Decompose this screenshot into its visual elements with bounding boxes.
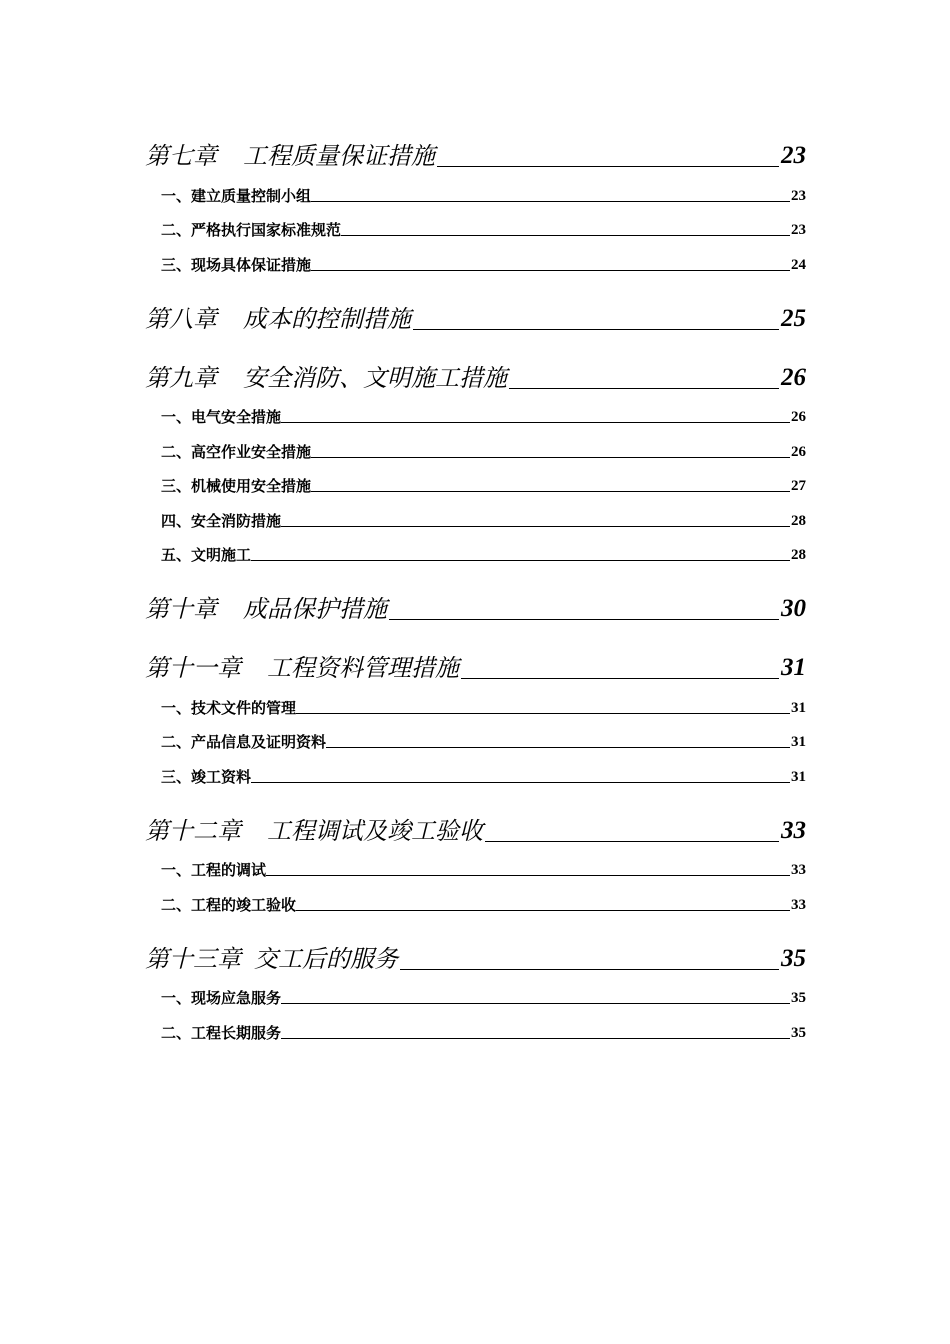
toc-chapter-entry[interactable] xyxy=(145,130,806,170)
chapter-number: 第八章 xyxy=(145,304,217,333)
chapter-title: 工程质量保证措施 xyxy=(243,142,435,170)
page-number: 31 xyxy=(791,734,806,750)
page-number: 31 xyxy=(781,654,806,681)
leader-line xyxy=(251,559,790,561)
page-number: 24 xyxy=(791,256,806,273)
toc-chapter-entry[interactable] xyxy=(145,933,806,973)
page-number: 28 xyxy=(791,547,806,563)
toc-section-entry[interactable] xyxy=(145,495,806,530)
page-number: 27 xyxy=(791,478,806,494)
page-number: 28 xyxy=(791,512,806,529)
chapter-number: 第九章 xyxy=(145,363,217,392)
page-number: 31 xyxy=(791,768,806,785)
section-title: 三、机械使用安全措施 xyxy=(161,477,312,495)
section-title: 一、建立质量控制小组 xyxy=(161,186,312,205)
leader-line xyxy=(400,968,779,970)
chapter-number: 第十一章 xyxy=(145,654,241,682)
section-title: 三、现场具体保证措施 xyxy=(161,255,312,274)
chapter-title: 成本的控制措施 xyxy=(243,304,411,333)
page-number: 35 xyxy=(781,944,806,972)
chapter-title: 成品保护措施 xyxy=(243,595,387,623)
page-number: 26 xyxy=(781,363,806,391)
toc-chapter-entry[interactable] xyxy=(145,642,806,682)
leader-line xyxy=(485,840,779,842)
page-number: 33 xyxy=(781,816,806,844)
leader-line xyxy=(281,1002,790,1004)
leader-line xyxy=(296,909,790,911)
toc-section-entry[interactable] xyxy=(145,973,806,1008)
section-title: 一、技术文件的管理 xyxy=(161,698,297,717)
toc-section-entry[interactable] xyxy=(145,682,806,717)
toc-section-entry[interactable] xyxy=(145,1007,806,1042)
chapter-title: 安全消防、文明施工措施 xyxy=(243,363,507,392)
toc-section-entry[interactable] xyxy=(145,461,806,496)
leader-line xyxy=(437,165,779,167)
page-number: 23 xyxy=(791,222,806,238)
leader-line xyxy=(341,234,790,236)
leader-line xyxy=(281,525,790,527)
toc-section-entry[interactable] xyxy=(145,205,806,240)
page-number: 26 xyxy=(791,409,806,425)
leader-line xyxy=(296,712,790,714)
section-title: 二、工程长期服务 xyxy=(161,1023,282,1042)
section-title: 一、电气安全措施 xyxy=(161,408,282,426)
toc-chapter-entry[interactable] xyxy=(145,293,806,333)
leader-line xyxy=(266,874,790,876)
toc-section-entry[interactable] xyxy=(145,239,806,274)
toc-section-entry[interactable] xyxy=(145,392,806,427)
leader-line xyxy=(389,618,779,620)
leader-line xyxy=(311,269,790,271)
page-number: 25 xyxy=(781,304,806,332)
page-number: 33 xyxy=(791,896,806,913)
toc-section-entry[interactable] xyxy=(145,717,806,752)
leader-line xyxy=(311,200,790,202)
leader-line xyxy=(461,677,779,679)
section-title: 一、现场应急服务 xyxy=(161,989,282,1007)
toc-section-entry[interactable] xyxy=(145,845,806,880)
chapter-number: 第十三章 xyxy=(145,944,241,973)
chapter-title: 工程调试及竣工验收 xyxy=(267,816,483,845)
toc-section-entry[interactable] xyxy=(145,751,806,786)
toc-chapter-entry[interactable] xyxy=(145,352,806,392)
chapter-title: 交工后的服务 xyxy=(254,944,398,973)
section-title: 五、文明施工 xyxy=(161,546,252,564)
chapter-number: 第十章 xyxy=(145,595,217,623)
page-number: 23 xyxy=(791,187,806,204)
toc-section-entry[interactable] xyxy=(145,879,806,914)
section-title: 三、竣工资料 xyxy=(161,767,252,786)
leader-line xyxy=(413,328,779,330)
page-number: 33 xyxy=(791,862,806,878)
leader-line xyxy=(311,456,790,458)
toc-section-entry[interactable] xyxy=(145,530,806,565)
toc-chapter-entry[interactable] xyxy=(145,805,806,845)
page-number: 26 xyxy=(791,443,806,460)
leader-line xyxy=(281,1037,790,1039)
chapter-number: 第七章 xyxy=(145,142,217,170)
page-number: 23 xyxy=(781,142,806,169)
chapter-title: 工程资料管理措施 xyxy=(267,654,459,682)
section-title: 二、高空作业安全措施 xyxy=(161,442,312,461)
leader-line xyxy=(326,746,790,748)
leader-line xyxy=(509,387,779,389)
section-title: 四、安全消防措施 xyxy=(161,511,282,530)
toc-section-entry[interactable] xyxy=(145,426,806,461)
page-number: 31 xyxy=(791,699,806,716)
leader-line xyxy=(311,490,790,492)
section-title: 二、工程的竣工验收 xyxy=(161,895,297,914)
page-number: 35 xyxy=(791,1024,806,1041)
section-title: 一、工程的调试 xyxy=(161,861,267,879)
table-of-contents xyxy=(145,130,806,1042)
page-number: 30 xyxy=(781,595,806,622)
section-title: 二、严格执行国家标准规范 xyxy=(161,221,342,239)
toc-chapter-entry[interactable] xyxy=(145,583,806,623)
section-title: 二、产品信息及证明资料 xyxy=(161,733,327,751)
toc-section-entry[interactable] xyxy=(145,170,806,205)
leader-line xyxy=(251,781,790,783)
chapter-number: 第十二章 xyxy=(145,816,241,845)
leader-line xyxy=(281,421,790,423)
page-number: 35 xyxy=(791,990,806,1006)
